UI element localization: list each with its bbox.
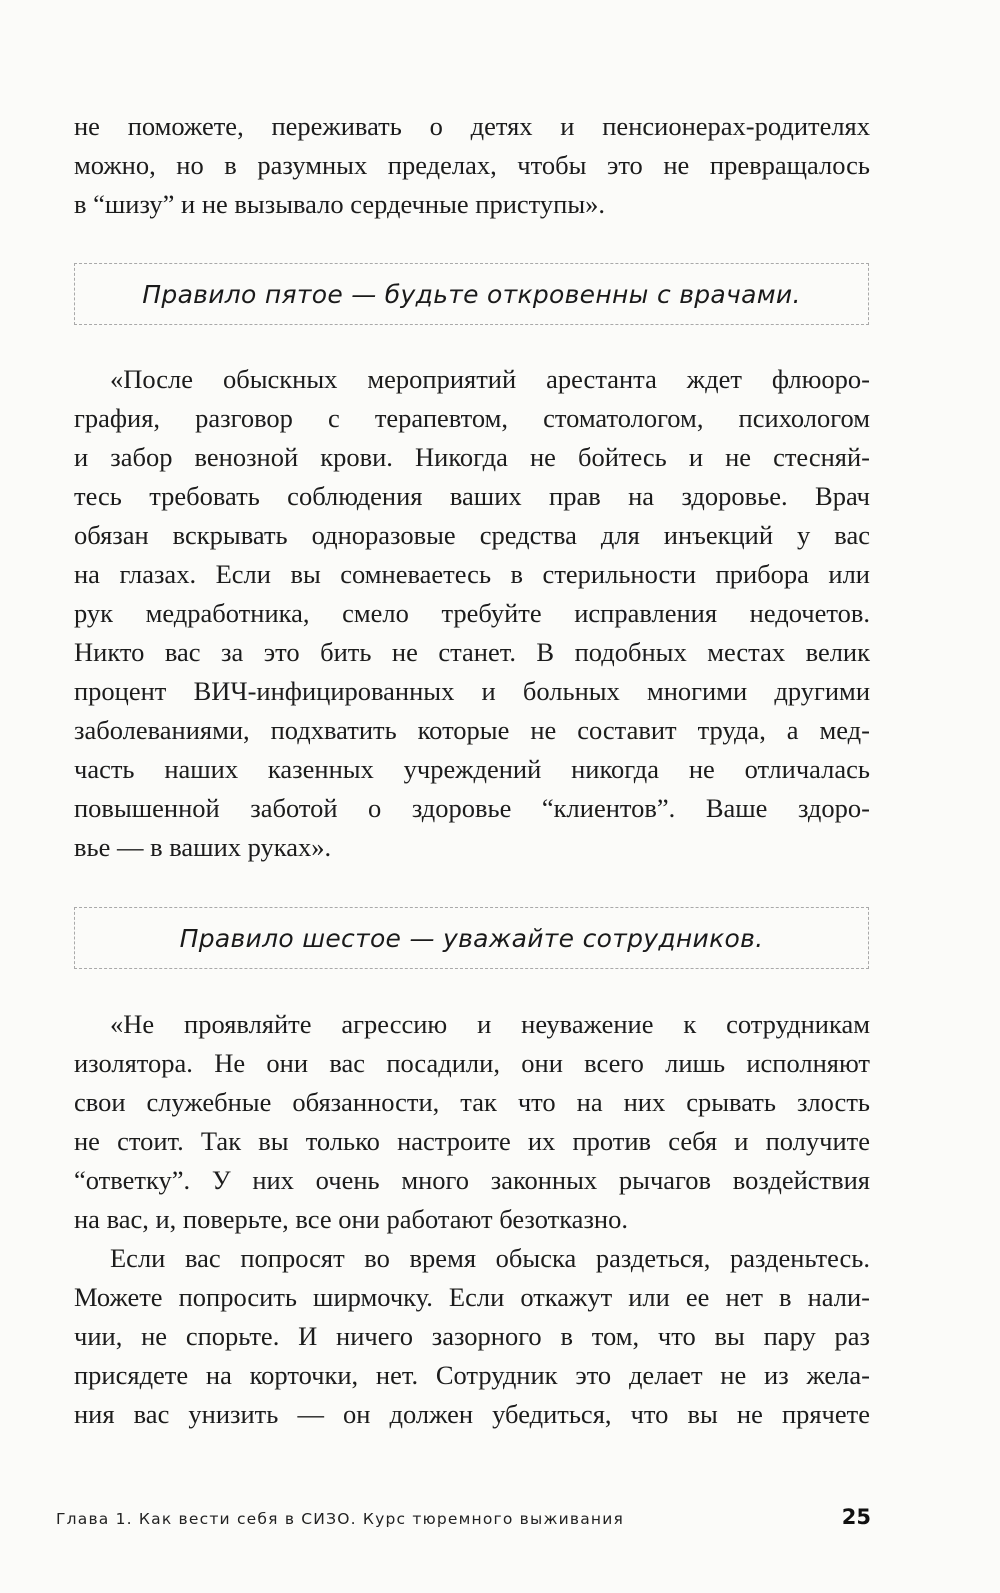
text-line: вье — в ваших руках».: [74, 832, 332, 862]
text-line: “ответку”. У них очень много законных рычагов воздействия: [74, 1165, 870, 1195]
text-line: не стоит. Так вы только настроите их против себя и получите: [74, 1126, 870, 1156]
text-line: процент ВИЧ-инфицированных и больных многими другими: [74, 676, 870, 706]
text-line: можно, но в разумных пределах, чтобы это не превращалось: [74, 150, 870, 180]
page-footer: [56, 1505, 871, 1529]
rule-six-heading: Правило шестое — уважайте сотрудников.: [179, 923, 764, 953]
paragraph-4: [74, 1239, 870, 1434]
text-line: заболеваниями, подхватить которые не составит труда, а мед-: [74, 715, 870, 745]
text-line: рук медработника, смело требуйте исправления недочетов.: [74, 598, 870, 628]
rule-five-heading: Правило пятое — будьте откровенны с врачами.: [142, 279, 801, 309]
text-line: часть наших казенных учреждений никогда не отличалась: [74, 754, 870, 784]
text-line: на глазах. Если вы сомневаетесь в стерильности прибора или: [74, 559, 870, 589]
text-line: не поможете, переживать о детях и пенсионерах-родителях: [74, 111, 870, 141]
text-line: чии, не спорьте. И ничего зазорного в том, что вы пару раз: [74, 1321, 870, 1351]
text-line: «После обыскных мероприятий арестанта ждет флюоро-: [110, 364, 870, 394]
text-line: присядете на корточки, нет. Сотрудник это делает не из жела-: [74, 1360, 870, 1390]
rule-six-box: [74, 907, 869, 969]
text-line: ния вас унизить — он должен убедиться, что вы не прячете: [74, 1399, 870, 1429]
paragraph-1: [74, 107, 870, 224]
text-line: на вас, и, поверьте, все они работают безотказно.: [74, 1204, 628, 1234]
text-line: свои служебные обязанности, так что на них срывать злость: [74, 1087, 870, 1117]
text-line: «Не проявляйте агрессию и неуважение к сотрудникам: [110, 1009, 870, 1039]
text-line: в “шизу” и не вызывало сердечные приступы».: [74, 189, 606, 219]
text-line: Можете попросить ширмочку. Если откажут или ее нет в нали-: [74, 1282, 870, 1312]
text-line: обязан вскрывать одноразовые средства для инъекций у вас: [74, 520, 870, 550]
text-line: повышенной заботой о здоровье “клиентов”. Ваше здоро-: [74, 793, 870, 823]
text-line: Если вас попросят во время обыска раздеться, разденьтесь.: [110, 1243, 870, 1273]
running-head: Глава 1. Как вести себя в СИЗО. Курс тюремного выживания: [56, 1510, 625, 1528]
text-line: графия, разговор с терапевтом, стоматологом, психологом: [74, 403, 870, 433]
rule-five-box: [74, 263, 869, 325]
text-line: тесь требовать соблюдения ваших прав на здоровье. Врач: [74, 481, 870, 511]
page-number: 25: [841, 1505, 871, 1529]
text-line: Никто вас за это бить не станет. В подобных местах велик: [74, 637, 870, 667]
text-line: и забор венозной крови. Никогда не бойтесь и не стесняй-: [74, 442, 870, 472]
paragraph-3: [74, 1005, 870, 1239]
text-line: изолятора. Не они вас посадили, они всего лишь исполняют: [74, 1048, 870, 1078]
paragraph-2: [74, 360, 870, 867]
